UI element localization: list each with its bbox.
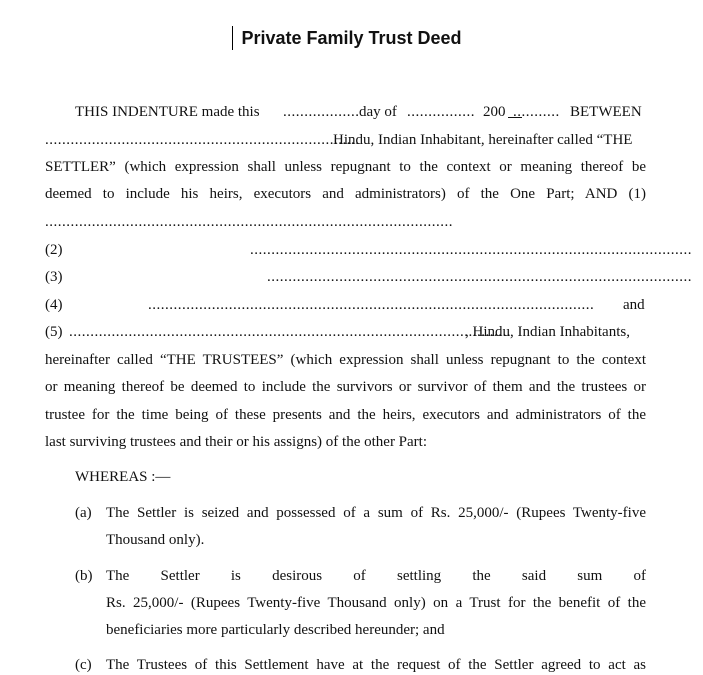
trustee-5-label: (5) bbox=[45, 324, 63, 340]
clause-b-label: (b) bbox=[75, 568, 93, 584]
intro-year: 200 bbox=[483, 104, 506, 120]
trustees-line-a: hereinafter called “THE TRUSTEES” (which expression shall unless repugnant to the context bbox=[45, 352, 646, 368]
trustee-1-blank-row bbox=[45, 212, 646, 232]
trustees-line-b: or meaning thereof be deemed to include the survivors or survivor of them and the trustees or bbox=[45, 379, 646, 395]
intro-line-3: SETTLER” (which expression shall unless repugnant to the context or meaning thereof be bbox=[45, 159, 646, 175]
blank-month: ................ bbox=[407, 104, 475, 120]
trustee-5-row bbox=[45, 322, 646, 342]
clause-b-line-3: beneficiaries more particularly described hereunder; and bbox=[106, 622, 445, 638]
clause-c-line-1: The Trustees of this Settlement have at the request of the Settler agreed to act as bbox=[106, 657, 646, 673]
blank-gap: ........... bbox=[513, 104, 560, 120]
trustee-2-row bbox=[45, 240, 692, 260]
trustee-4-row bbox=[45, 295, 646, 315]
intro-line-4: deemed to include his heirs, executors and administrators) of the One Part; AND (1) bbox=[45, 186, 646, 202]
intro-line-1 bbox=[45, 102, 646, 122]
trustee-3-row bbox=[45, 267, 692, 287]
blank-trustee-3: .................................................................................................... bbox=[267, 269, 692, 285]
clause-c-label: (c) bbox=[75, 657, 92, 673]
intro-line-2-text: Hindu, Indian Inhabitant, hereinafter called “THE bbox=[333, 132, 633, 148]
clause-a-line-1: The Settler is seized and possessed of a sum of Rs. 25,000/- (Rupees Twenty-five bbox=[106, 505, 646, 521]
trustee-5-text: , Hindu, Indian Inhabitants, bbox=[465, 324, 630, 340]
intro-text: THIS INDENTURE made this bbox=[75, 104, 260, 120]
trustee-4-and: and bbox=[623, 297, 645, 313]
clause-b-line-2: Rs. 25,000/- (Rupees Twenty-five Thousand only) on a Trust for the benefit of the bbox=[106, 595, 646, 611]
blank-day: .................. bbox=[283, 104, 360, 120]
blank-settler-name: .......................................................................... bbox=[45, 132, 360, 148]
document-title: Private Family Trust Deed bbox=[241, 28, 462, 48]
clause-b-line-1: The Settler is desirous of settling the said sum of bbox=[106, 568, 646, 584]
trustee-3-label: (3) bbox=[45, 269, 63, 285]
blank-trustee-2: ........................................................................................................ bbox=[250, 242, 692, 258]
blank-trustee-1: ................................................................................................ bbox=[45, 214, 453, 230]
trustee-2-label: (2) bbox=[45, 242, 63, 258]
blank-trustee-4: ......................................................................................................... bbox=[148, 297, 595, 313]
intro-line-2 bbox=[45, 130, 646, 150]
intro-between: BETWEEN bbox=[570, 104, 642, 120]
clause-a-label: (a) bbox=[75, 505, 92, 521]
intro-day-of: day of bbox=[359, 104, 397, 120]
clause-a-line-2: Thousand only). bbox=[106, 532, 205, 548]
whereas-heading: WHEREAS :— bbox=[75, 469, 171, 485]
trustees-line-c: trustee for the time being of these presents and the heirs, executors and administrators of the bbox=[45, 407, 646, 423]
blank-trustee-5: ........................................................................................................ bbox=[69, 324, 511, 340]
trustees-line-d: last surviving trustees and their or his assigns) of the other Part: bbox=[45, 434, 428, 450]
trustee-4-label: (4) bbox=[45, 297, 63, 313]
